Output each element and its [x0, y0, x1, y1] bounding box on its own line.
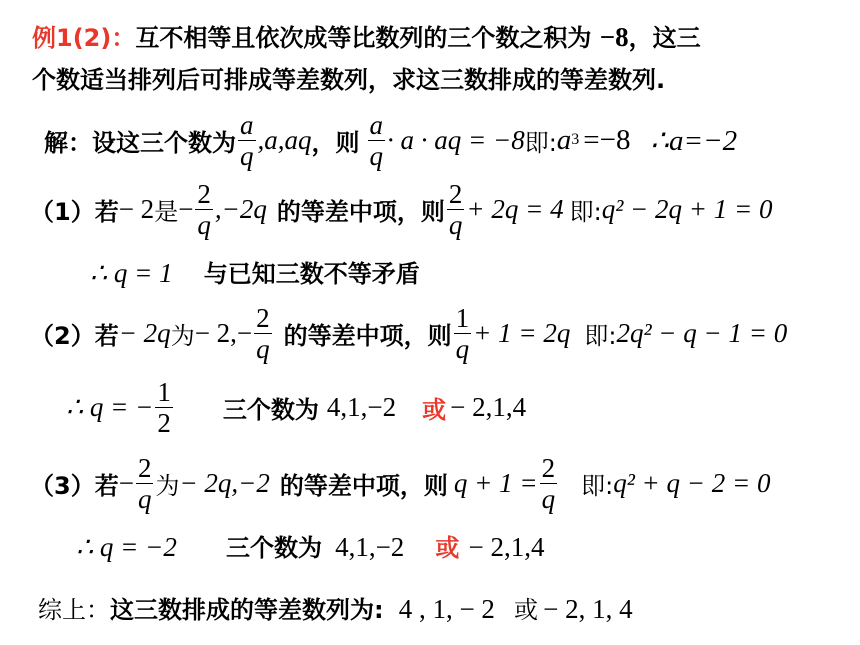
case2-line [30, 300, 787, 366]
frac-den: q [256, 333, 270, 364]
case1-neg: − [178, 193, 194, 224]
case1-conclusion-line [90, 254, 420, 289]
case2-fraction [254, 303, 272, 364]
case2-conclusion-line [66, 372, 526, 442]
frac-den: q [455, 333, 470, 364]
case1-m2: − 2 [118, 193, 155, 224]
summary-label: 综上： [38, 596, 110, 624]
frac-num: 1 [455, 302, 470, 333]
case2-fraction-2 [454, 303, 472, 364]
case2-conclusion: ∴ q = − [66, 391, 154, 422]
case2-mid: 的等差中项，则 [283, 321, 452, 350]
case2-seq2: − 2,1,4 [450, 391, 527, 422]
frac-den: q [240, 140, 254, 171]
case2-eq2: 2q² − q − 1 = 0 [616, 317, 788, 348]
case2-pre: − 2,− [194, 317, 253, 348]
terms-tail: ,a,aq [257, 124, 312, 155]
frac-den: q [137, 483, 152, 514]
case2-three: 三个数为 [222, 395, 319, 424]
case3-neg: − [118, 467, 134, 498]
solution-line [44, 108, 737, 172]
solution-intro: 解：设这三个数为 [44, 128, 236, 157]
case1-contradiction: 与已知三数不等矛盾 [203, 260, 420, 288]
cube-equation: =−8 [583, 123, 631, 156]
cube-exponent: 3 [571, 131, 580, 148]
case3-line [30, 448, 770, 518]
case3-fraction-2 [540, 453, 558, 514]
case3-or: 或 [435, 534, 460, 562]
case1-line [30, 176, 772, 242]
example-colon: ： [111, 24, 136, 52]
frac-num: 2 [256, 302, 270, 333]
product-tail: · a · aq = −8 [387, 124, 525, 155]
summary-seq1: 4 , 1, − 2 [398, 594, 495, 624]
case2-wei: 为 [170, 321, 195, 350]
summary-text: 这三数排成的等差数列为: [110, 596, 384, 624]
case1-shi: 是 [154, 197, 179, 226]
frac-num: a [240, 109, 254, 140]
summary-seq2: − 2, 1, 4 [543, 594, 633, 624]
problem-line-2: 个数适当排列后可排成等差数列，求这三数排成的等差数列. [32, 66, 666, 94]
case1-eq2: q² − 2q + 1 = 0 [601, 193, 773, 224]
product-value: −8 [599, 22, 629, 52]
then-text: ，则 [311, 128, 360, 157]
case3-wei: 为 [155, 471, 180, 500]
case3-seq2: − 2,1,4 [468, 532, 545, 562]
case2-m2q: − 2q [118, 317, 171, 348]
ji-label: 即: [524, 128, 557, 157]
frac-den: 2 [157, 407, 171, 438]
frac-den: q [448, 209, 463, 240]
frac-num: 2 [448, 178, 463, 209]
case2-eq: + 1 = 2q [473, 317, 571, 348]
frac-num: 1 [157, 376, 171, 407]
frac-num: a [369, 109, 383, 140]
case3-lhs: q + 1 = [453, 467, 538, 498]
problem-text-2: ，这三 [628, 24, 701, 52]
summary-line [38, 590, 633, 625]
case2-seq1: 4,1,−2 [326, 391, 397, 422]
summary-or: 或 [514, 596, 539, 624]
case3-label: （3）若 [30, 471, 119, 500]
frac-num: 2 [197, 178, 211, 209]
example-label: 例1(2) [32, 24, 112, 52]
case2-label: （2）若 [30, 321, 119, 350]
case1-conclusion: ∴ q = 1 [90, 258, 173, 288]
frac-num: 2 [541, 452, 556, 483]
case3-conclusion: ∴ q = −2 [76, 532, 177, 562]
case3-ji: 即: [581, 471, 614, 500]
case1-label: （1）若 [30, 197, 119, 226]
case3-seq1: 4,1,−2 [335, 532, 405, 562]
case1-tail: ,−2q [214, 193, 267, 224]
case1-fraction [195, 179, 213, 240]
case3-mid: 的等差中项，则 [279, 471, 448, 500]
case1-ji: 即: [569, 197, 602, 226]
case1-fraction-2 [447, 179, 465, 240]
case1-mid: 的等差中项，则 [276, 197, 445, 226]
case3-conclusion-line [76, 528, 544, 563]
frac-den: q [197, 209, 211, 240]
case1-eq: + 2q = 4 [466, 193, 564, 224]
case2-q-fraction [155, 377, 173, 438]
case3-mid-terms: − 2q,−2 [179, 467, 270, 498]
case3-three: 三个数为 [225, 534, 322, 562]
a-value: ∴a=−2 [650, 124, 738, 157]
fraction-a-over-q [238, 110, 256, 171]
problem-text-1: 互不相等且依次成等比数列的三个数之积为 [135, 24, 592, 52]
frac-num: 2 [137, 452, 152, 483]
case2-or: 或 [422, 395, 447, 424]
a-cubed: a [556, 123, 572, 156]
problem-line-1 [32, 18, 701, 53]
frac-den: q [369, 140, 383, 171]
case3-fraction [136, 453, 154, 514]
frac-den: q [541, 483, 556, 514]
case2-ji: 即: [584, 321, 617, 350]
fraction-a-over-q-2 [368, 110, 386, 171]
case3-eq2: q² + q − 2 = 0 [613, 467, 771, 498]
